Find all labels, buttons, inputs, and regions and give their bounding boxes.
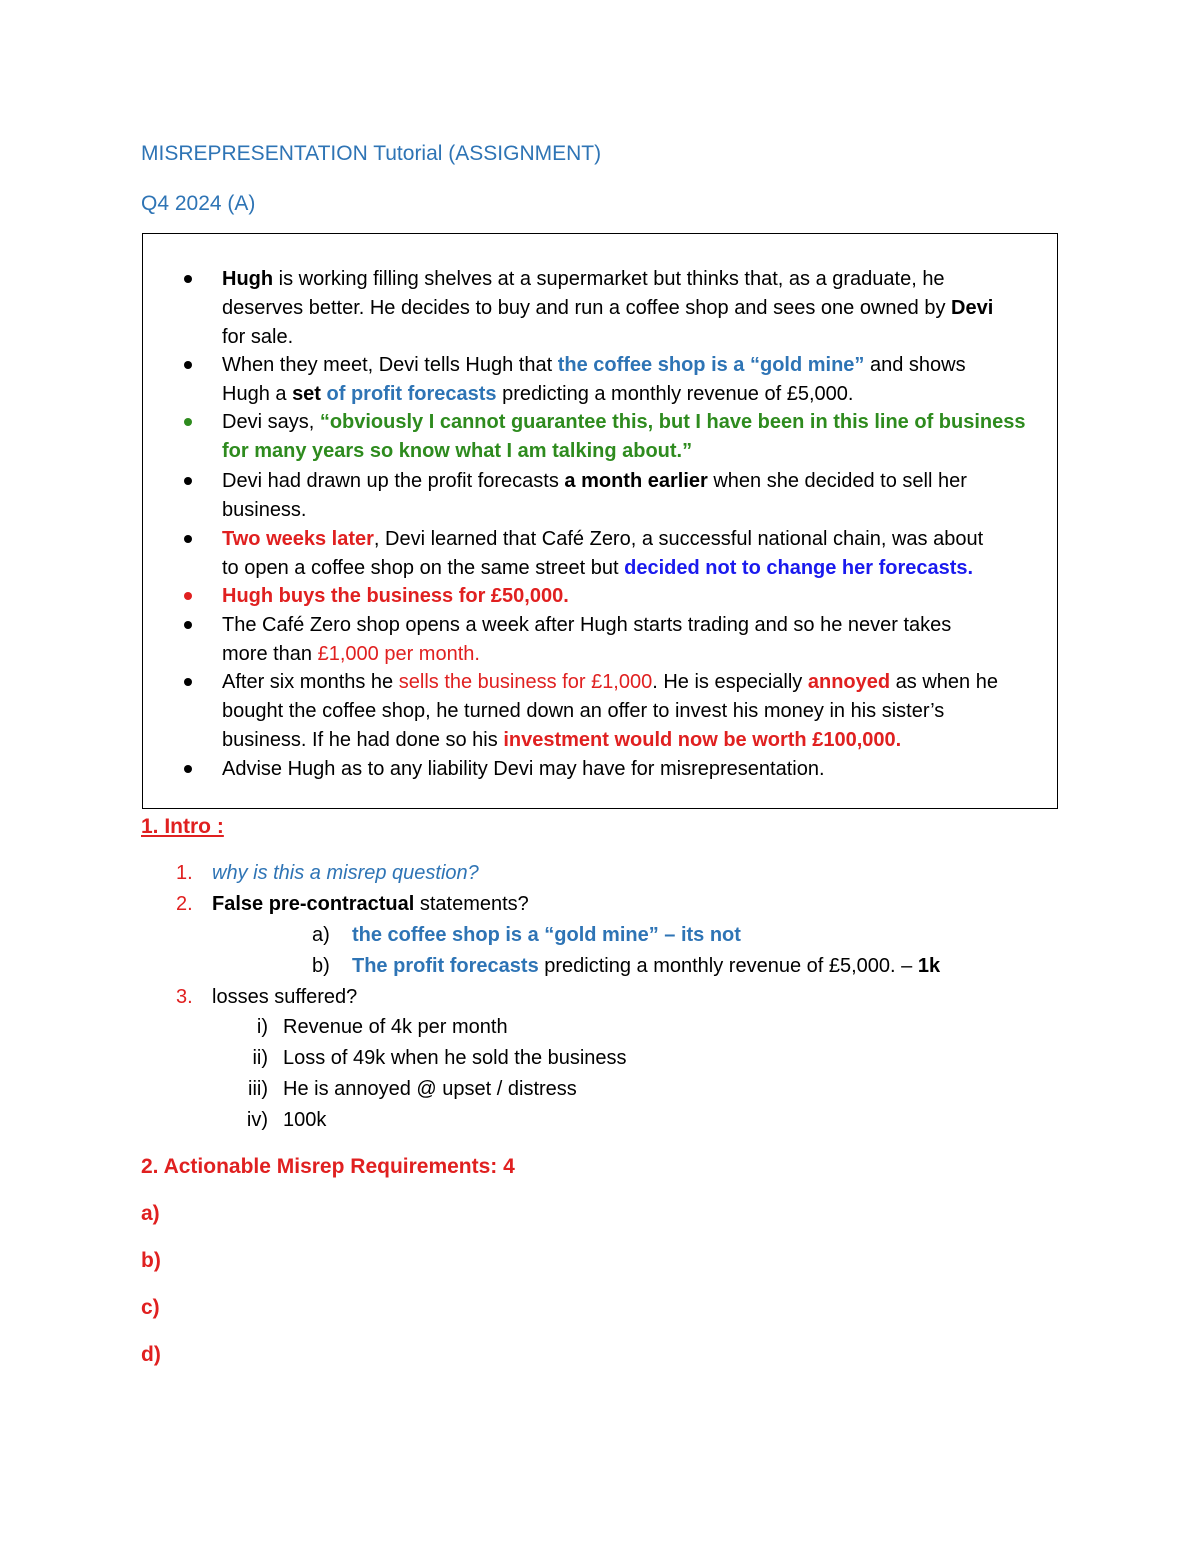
text-fragment: The profit forecasts: [352, 955, 539, 977]
list-item: losses suffered?: [212, 986, 358, 1008]
bullet-icon: [184, 275, 192, 283]
intro-heading: 1. Intro :: [141, 815, 224, 838]
text-fragment: Hugh a: [222, 383, 293, 405]
text-fragment: statements?: [414, 893, 529, 915]
list-item: the coffee shop is a “gold mine” – its not: [352, 924, 741, 946]
scenario-line: Advise Hugh as to any liability Devi may have for misrepresentation.: [222, 758, 825, 780]
text-fragment: to open a coffee shop on the same street but: [222, 557, 625, 579]
bullet-icon: [184, 678, 192, 686]
text-fragment: more than: [222, 643, 318, 665]
text-fragment: . He is especially: [652, 671, 808, 693]
scenario-line: [222, 409, 1026, 435]
name-hugh: Hugh: [222, 268, 274, 290]
document-subtitle: Q4 2024 (A): [141, 192, 256, 215]
bullet-icon: [184, 765, 192, 773]
text-fragment: Devi had drawn up the profit forecasts: [222, 470, 565, 492]
text-fragment: 1k: [917, 955, 941, 977]
scenario-line: business.: [222, 499, 307, 521]
scenario-line: [222, 295, 993, 321]
scenario-line: [222, 266, 945, 292]
list-item: 100k: [283, 1109, 327, 1131]
scenario-line: Hugh buys the business for £50,000.: [222, 585, 569, 607]
list-number: 1.: [176, 862, 193, 884]
list-item: Loss of 49k when he sold the business: [283, 1047, 627, 1069]
list-number: 3.: [176, 986, 193, 1008]
list-label: i): [256, 1016, 268, 1038]
scenario-line: [222, 727, 901, 753]
scenario-line: bought the coffee shop, he turned down an offer to invest his money in his sister’s: [222, 700, 945, 722]
text-fragment: False pre-contractual: [212, 893, 415, 915]
text-fragment: , Devi learned that Café Zero, a successful national chain, was about: [373, 528, 984, 550]
requirements-heading: 2. Actionable Misrep Requirements: 4: [141, 1155, 515, 1178]
list-label: b): [312, 955, 330, 977]
text-fragment: Devi says,: [222, 411, 320, 433]
bullet-icon: [184, 592, 192, 600]
text-fragment: Two weeks later: [222, 528, 374, 550]
devi-quote: for many years so know what I am talking about.”: [222, 440, 693, 462]
text-fragment: when she decided to sell her: [707, 470, 967, 492]
text-fragment: When they meet, Devi tells Hugh that: [222, 354, 558, 376]
bullet-icon: [184, 535, 192, 543]
scenario-line: [222, 468, 967, 494]
text-fragment: as when he: [890, 671, 998, 693]
list-label: iii): [248, 1078, 268, 1100]
requirement-label: b): [141, 1249, 161, 1272]
text-fragment: business. If he had done so his: [222, 729, 504, 751]
text-fragment: and shows: [864, 354, 966, 376]
text-fragment: predicting a monthly revenue of £5,000.: [496, 383, 854, 405]
text-fragment: investment would now be worth £100,000.: [503, 729, 902, 751]
gold-mine-statement: the coffee shop is a “gold mine”: [557, 354, 865, 376]
document-title: MISREPRESENTATION Tutorial (ASSIGNMENT): [141, 142, 602, 165]
scenario-line: [222, 669, 998, 695]
text-fragment: predicting a monthly revenue of £5,000. –: [538, 955, 918, 977]
list-item: [212, 893, 529, 916]
text-fragment: deserves better. He decides to buy and run a coffee shop and sees one owned by: [222, 297, 952, 319]
list-label: ii): [252, 1047, 268, 1069]
requirement-label: c): [141, 1296, 160, 1319]
list-item: [352, 955, 940, 978]
text-fragment: is working filling shelves at a supermarket but thinks that, as a graduate, he: [273, 268, 945, 290]
scenario-line: [222, 555, 973, 581]
text-fragment: sells the business for £1,000: [398, 671, 653, 693]
text-fragment: After six months he: [222, 671, 399, 693]
scenario-line: The Café Zero shop opens a week after Hugh starts trading and so he never takes: [222, 614, 952, 636]
bullet-icon: [184, 418, 192, 426]
list-number: 2.: [176, 893, 193, 915]
text-fragment: set: [292, 383, 321, 405]
text-fragment: £1,000 per month.: [317, 643, 480, 665]
list-item: He is annoyed @ upset / distress: [283, 1078, 577, 1100]
scenario-line: [222, 352, 966, 378]
list-label: a): [312, 924, 330, 946]
list-item: why is this a misrep question?: [212, 862, 479, 884]
requirement-label: a): [141, 1202, 160, 1225]
text-fragment: annoyed: [807, 671, 891, 693]
list-label: iv): [246, 1109, 268, 1131]
scenario-line: [222, 641, 480, 667]
requirement-label: d): [141, 1343, 161, 1366]
list-item: Revenue of 4k per month: [283, 1016, 508, 1038]
name-devi: Devi: [951, 297, 994, 319]
bullet-icon: [184, 621, 192, 629]
text-fragment: decided not to change her forecasts.: [624, 557, 974, 579]
scenario-line: for sale.: [222, 326, 294, 348]
bullet-icon: [184, 477, 192, 485]
bullet-icon: [184, 361, 192, 369]
scenario-line: [222, 381, 853, 407]
profit-forecasts-statement: of profit forecasts: [320, 383, 497, 405]
text-fragment: a month earlier: [564, 470, 708, 492]
scenario-line: [222, 526, 983, 552]
devi-quote: “obviously I cannot guarantee this, but I have been in this line of business: [319, 411, 1026, 433]
